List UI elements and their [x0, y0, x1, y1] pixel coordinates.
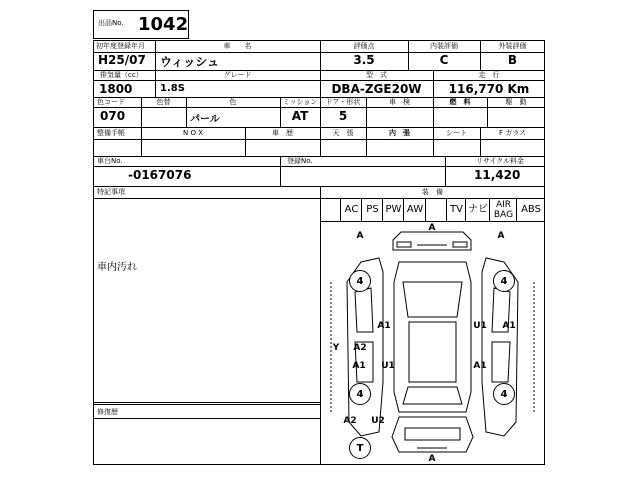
equip-pw: PW	[382, 199, 404, 221]
interior-trim-label: 内 張	[389, 129, 410, 137]
grade-label: グレード	[223, 71, 252, 79]
mark-rear-t: T	[349, 437, 371, 459]
mark-front-right: A	[497, 231, 505, 241]
interior-stain-note: 車内汚れ	[97, 262, 137, 273]
repair-history-label: 修復歴	[97, 408, 118, 416]
car-name-value: ウィッシュ	[160, 55, 220, 69]
recycle-fee-label: リサイクル料金	[476, 157, 525, 165]
interior-grade-label: 内装評価	[430, 42, 458, 50]
model-value: DBA-ZGE20W	[331, 82, 422, 96]
inspection-label: 車 検	[389, 98, 410, 106]
grade-value: 1.8S	[160, 83, 185, 94]
lot-number-box	[93, 10, 189, 39]
mark-rear-u2: U2	[371, 416, 385, 426]
lot-label: 出品No.	[98, 19, 124, 27]
equip-aw: AW	[403, 199, 426, 221]
score-label: 評価点	[353, 42, 375, 50]
color-code-label: 色コード	[97, 98, 125, 106]
service-book-label: 整備手帳	[97, 129, 125, 137]
notes-box	[93, 200, 321, 403]
roof-label: 天 張	[332, 129, 354, 137]
equipment-label: 装 備	[422, 188, 443, 196]
seat-label: シート	[446, 129, 467, 137]
equip-navi: ナビ	[465, 199, 490, 221]
color-change-label: 色替	[156, 98, 171, 106]
exterior-grade-value: B	[507, 53, 518, 67]
doors-label: ドア・形状	[325, 98, 361, 106]
color-value: パール	[190, 114, 220, 125]
displacement-label: 排気量（cc）	[100, 71, 143, 79]
tire-rear-left: 4	[349, 383, 371, 405]
mark-right-u1: U1	[473, 321, 487, 331]
mark-left-a1b: A1	[352, 361, 366, 371]
tire-rear-right: 4	[493, 383, 515, 405]
mission-label: ミッション	[282, 98, 318, 106]
model-label: 型 式	[366, 71, 387, 79]
mark-right-a1: A1	[502, 321, 516, 331]
drive-label: 駆 動	[505, 98, 527, 106]
fuel-label: 燃 料	[449, 98, 471, 106]
mark-front-left: A	[356, 231, 364, 241]
equip-blank	[425, 199, 447, 221]
mark-front-top: A	[428, 223, 436, 233]
color-code-value: 070	[100, 109, 126, 123]
notes-label: 特記事項	[97, 188, 125, 196]
mileage-label: 走 行	[478, 71, 500, 79]
mark-left-u1: U1	[381, 361, 395, 371]
mark-rear-bottom: A	[428, 454, 436, 464]
tire-front-right: 4	[493, 270, 515, 292]
chassis-label: 車台No.	[97, 157, 123, 165]
mission-value: AT	[291, 109, 309, 123]
mark-rear-a2: A2	[343, 416, 357, 426]
color-label: 色	[229, 98, 237, 106]
nox-label: N O X	[183, 129, 203, 137]
exterior-grade-label: 外装評価	[498, 42, 527, 50]
tire-front-left: 4	[349, 270, 371, 292]
recycle-fee-value: 11,420	[474, 168, 521, 182]
equip-abs: ABS	[516, 199, 545, 221]
glass-label: F ガラス	[498, 129, 527, 137]
mark-left-a1: A1	[377, 321, 391, 331]
interior-grade-value: C	[439, 53, 449, 67]
registration-no-label: 登録No.	[287, 157, 313, 165]
equip-tv: TV	[446, 199, 466, 221]
chassis-value: -0167076	[128, 168, 192, 182]
mark-right-a1b: A1	[473, 361, 487, 371]
displacement-value: 1800	[99, 82, 133, 96]
equip-ps: PS	[361, 199, 383, 221]
history-label: 車 歴	[272, 129, 293, 137]
doors-value: 5	[338, 109, 348, 123]
equip-airbag: AIR BAG	[489, 199, 517, 222]
car-name-label: 車 名	[223, 42, 252, 50]
mark-left-a2: A2	[353, 343, 367, 353]
mileage-value: 116,770 Km	[448, 82, 530, 96]
equip-ac: AC	[340, 199, 362, 221]
score-value: 3.5	[353, 53, 375, 67]
registration-label: 初年度登録年月	[96, 42, 145, 50]
lot-number: 1042	[138, 14, 189, 35]
repair-history-box	[93, 418, 321, 465]
registration-value: H25/07	[98, 53, 146, 67]
mark-left-y: Y	[332, 343, 340, 353]
